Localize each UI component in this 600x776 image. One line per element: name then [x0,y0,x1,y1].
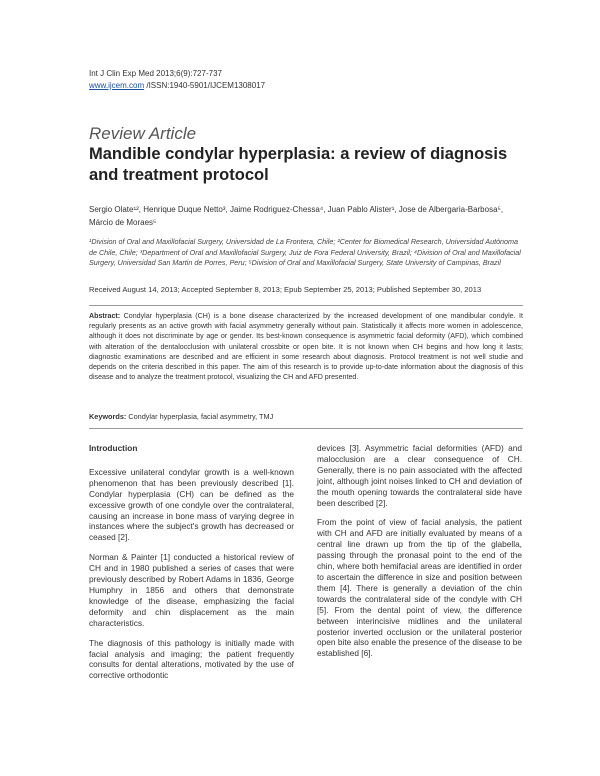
keywords [89,412,523,421]
publication-dates: Received August 14, 2013; Accepted September 8, 2013; Epub September 25, 2013; Published September 30, 2013 [89,285,482,294]
abstract-label: Abstract: [89,312,121,320]
section-heading-introduction: Introduction [89,443,138,453]
journal-citation: Int J Clin Exp Med 2013;6(9):727-737 [89,69,222,78]
journal-site-line [89,80,265,92]
left-column [89,443,294,690]
abstract-text: Condylar hyperplasia (CH) is a bone disease characterized by the increased development of one mandibular condyle. It regularly presents as an active growth with facial asymmetry generally without pain. Statistically it affects more women in adolescence, although it does not discriminate by age or gender. Its best-known consequence is asymmetric facial deformity (AFD), which combined with alteration of the dentalocclusion with unilateral crossbite or open bite. It is not known when CH begins and how long it lasts; diagnostic examinations are described and are efficient in some research about diagnosis. Protocol treatment is not well studie and depends on the criteria described in this paper. The aim of this research is to provide up-to-date information about the diagnosis of this disease and to analyze the treatment protocol, visualizing the CH and AFD presented. [89,312,523,382]
paragraph: The diagnosis of this pathology is initially made with facial analysis and imaging; the patient frequently consults for dental alterations, motivated by the use of corrective orthodontic [89,637,294,681]
keywords-label: Keywords: [89,412,127,421]
affiliations: ¹Division of Oral and Maxillofacial Surgery, Universidad de La Frontera, Chile; ²Center for Biomedical Research, Universidad Autónoma de Chile, Chile; ³Department of Oral and Maxillofacial Surgery, Juiz de Fora Federal University, Brazil; ⁴Division of Oral and Maxillofacial Surgery, Universidad San Martin de Porres, Peru; ⁵Division of Oral and Maxillofacial Surgery, State University of Campinas, Brazil [89,237,521,267]
divider [89,428,523,429]
article-title: Mandible condylar hyperplasia: a review of diagnosis and treatment protocol [89,145,508,184]
paragraph: Excessive unilateral condylar growth is a well-known phenomenon that has been previously described [1]. Condylar hyperplasia (CH) can be defined as the excessive growth of one condyle over the contralateral, causing an increase in bone mass of varying degree in instances where the subject's growth has decreased or ceased [2]. [89,466,294,543]
journal-header [89,68,265,92]
journal-site-link[interactable]: www.ijcem.com [89,81,145,90]
paragraph: From the point of view of facial analysis, the patient with CH and AFD are initially evaluated by means of a central line drawn up from the tip of the glabella, passing through the pronasal point to the end of the chin, where both hemifacial areas are identified in order to ascertain the difference in size and position between them [4]. There is generally a deviation of the chin towards the contralateral side of the condyle with CH [5]. From the dental point of view, the difference between interincisive midlines and the unilateral posterior inverted occlusion or the unilateral posterior open bite also enable the presence of the disease to be established [6]. [317,517,522,659]
divider [89,305,523,306]
author-list: Sergio Olate¹², Henrique Duque Netto³, Jaime Rodriguez-Chessa⁴, Juan Pablo Alister¹, Jose de Albergaria-Barbosa⁵, Márcio de Moraes⁵ [89,205,504,227]
article-type: Review Article [89,124,197,143]
journal-issn: /ISSN:1940-5901/IJCEM1308017 [144,81,266,90]
abstract [89,311,523,382]
keywords-text: Condylar hyperplasia, facial asymmetry, TMJ [126,412,274,421]
paragraph: Norman & Painter [1] conducted a historical review of CH and in 1980 published a series of cases that were previously described by Robert Adams in 1836, George Humphry in 1856 and others that demonstrate knowledge of the disease, emphasizing the facial deformity and chin displacement as the main characteristics. [89,552,294,628]
right-column [317,443,522,668]
paragraph: devices [3]. Asymmetric facial deformities (AFD) and malocclusion are a clear consequence of CH. Generally, there is no pain associated with the affected joint, although joint noises linked to CH and deviation of the mouth opening towards the contralateral side have been described [2]. [317,443,522,508]
